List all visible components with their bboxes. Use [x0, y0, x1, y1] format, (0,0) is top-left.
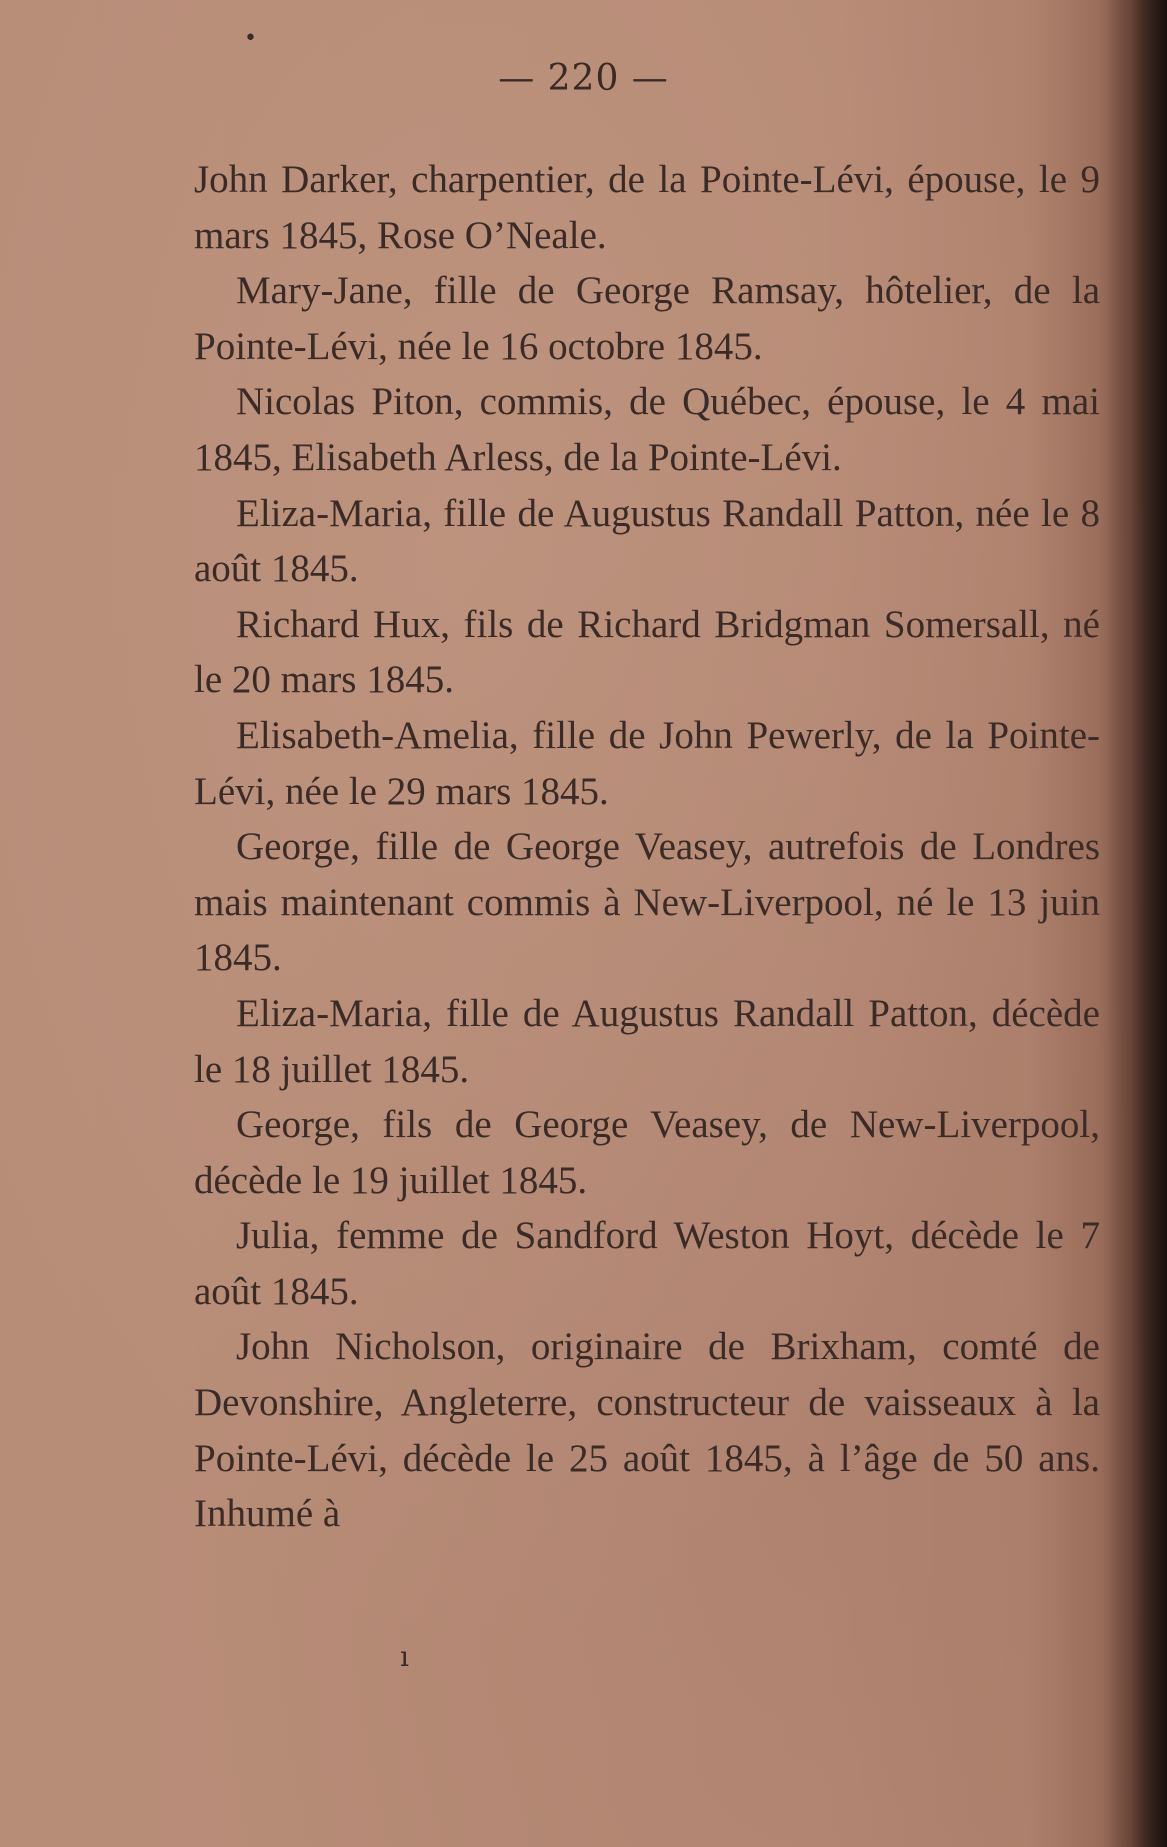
register-entry: Eliza-Maria, fille de Augustus Randall Patton, née le 8 août 1845.: [194, 491, 1100, 591]
book-spine-shadow: [1107, 0, 1167, 1847]
register-entry: Nicolas Piton, commis, de Québec, épouse, le 4 mai 1845, Elisabeth Arless, de la Pointe-Lévi.: [194, 380, 1100, 479]
register-entry: Elisabeth-Amelia, fille de John Pewerly, de la Pointe-Lévi, née le 29 mars 1845.: [194, 713, 1100, 813]
ink-mark: ı: [400, 1640, 409, 1673]
register-entry: George, fille de George Veasey, autrefois de Londres mais maintenant commis à New-Liverpool, né le 13 juin 1845.: [194, 825, 1100, 980]
page-number: — 220 —: [498, 58, 669, 99]
register-entry: George, fils de George Veasey, de New-Liverpool, décède le 19 juillet 1845.: [194, 1103, 1100, 1202]
register-entry: Richard Hux, fils de Richard Bridgman Somersall, né le 20 mars 1845.: [194, 602, 1100, 702]
register-entry: Julia, femme de Sandford Weston Hoyt, décède le 7 août 1845.: [194, 1214, 1100, 1313]
ink-speck: •: [244, 26, 257, 51]
register-entry: John Nicholson, originaire de Brixham, comté de Devonshire, Angleterre, constructeur de vaisseaux à la Pointe-Lévi, décède le 25 août 1845, à l’âge de 50 ans. Inhumé à: [194, 1325, 1100, 1536]
register-text: [194, 152, 1100, 1542]
register-entry: John Darker, charpentier, de la Pointe-Lévi, épouse, le 9 mars 1845, Rose O’Neale.: [194, 158, 1100, 257]
register-entry: Eliza-Maria, fille de Augustus Randall Patton, décède le 18 juillet 1845.: [194, 991, 1100, 1091]
register-entry: Mary-Jane, fille de George Ramsay, hôtelier, de la Pointe-Lévi, née le 16 octobre 1845.: [194, 269, 1100, 368]
